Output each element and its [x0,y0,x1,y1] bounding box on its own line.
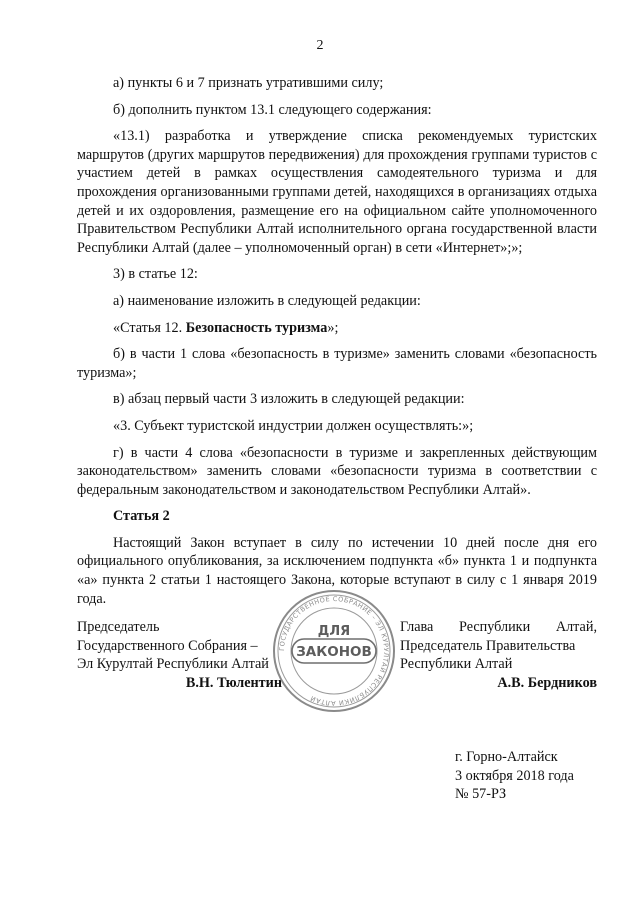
signatory-left-line2: Государственного Собрания – [77,637,258,654]
stamp-line2: ЗАКОНОВ [296,644,372,660]
place-date-number [455,748,574,804]
city: г. Горно-Алтайск [455,749,558,765]
article12-title-paragraph [77,319,597,338]
law-number: № 57-РЗ [455,786,507,803]
paragraph: а) наименование изложить в следующей редакции: [113,292,421,309]
signatory-right-line1: Глава Республики Алтай, [400,619,597,635]
signatory-right-name: А.В. Бердников [497,674,597,691]
stamp-line1: ДЛЯ [317,624,351,639]
signatory-right-line3: Республики Алтай [400,656,513,673]
paragraph: 3) в статье 12: [113,266,198,283]
paragraph: в) абзац первый части 3 изложить в следующей редакции: [113,391,465,408]
paragraph: б) в части 1 слова «безопасность в туризме» заменить словами «безопасность туризма»; [77,346,597,381]
article12-title-suffix: »; [327,319,339,336]
paragraph: «3. Субъект туристской индустрии должен осуществлять:»; [113,417,474,434]
paragraph: г) в части 4 слова «безопасности в туризме и закрепленных действующим законодательством» заменить словами «безопасности туризма в соответствии с федеральным законодательством и законодательством Республики Алтай». [77,444,597,498]
article12-title-prefix: «Статья 12. [113,319,186,336]
stamp-ring-text: ГОСУДАРСТВЕННОЕ СОБРАНИЕ – ЭЛ КУРУЛТАЙ РЕСПУБЛИКИ АЛТАЙ [277,594,391,708]
paragraph: «13.1) разработка и утверждение списка рекомендуемых туристских маршрутов (других маршрутов передвижения) для прохождения группами туристов с участием детей в рамках осуществления самодеятельного туризма и для прохождения организованными группами детей, находящихся в организациях отдыха детей и их оздоровления, размещение его на официальном сайте уполномоченного Правительством Республики Алтай исполнительного органа государственной власти Республики Алтай (далее – уполномоченный орган) в сети «Интернет»;»; [77,128,597,256]
signatory-right-line2: Председатель Правительства [400,637,576,654]
document-body [77,74,597,616]
signatory-left-line1: Председатель [77,619,160,635]
signatory-right [400,618,597,692]
signatory-left-line3: Эл Курултай Республики Алтай [77,656,269,673]
signatory-left [77,618,282,692]
article2-text: Настоящий Закон вступает в силу по истечении 10 дней после дня его официального опубликования, за исключением подпункта «б» пункта 1 и подпункта «а» пункта 2 статьи 1 настоящего Закона, которые вступают в силу с 1 января 2019 года. [77,534,597,607]
date: 3 октября 2018 года [455,767,574,784]
paragraph: а) пункты 6 и 7 признать утратившими силу; [113,75,384,91]
paragraph: б) дополнить пунктом 13.1 следующего содержания: [113,101,432,118]
article12-title-bold: Безопасность туризма [185,319,328,336]
article2-heading: Статья 2 [113,508,170,525]
stamp-seal [270,587,398,715]
page-number: 2 [316,38,324,53]
signatory-left-name: В.Н. Тюлентин [185,674,282,691]
